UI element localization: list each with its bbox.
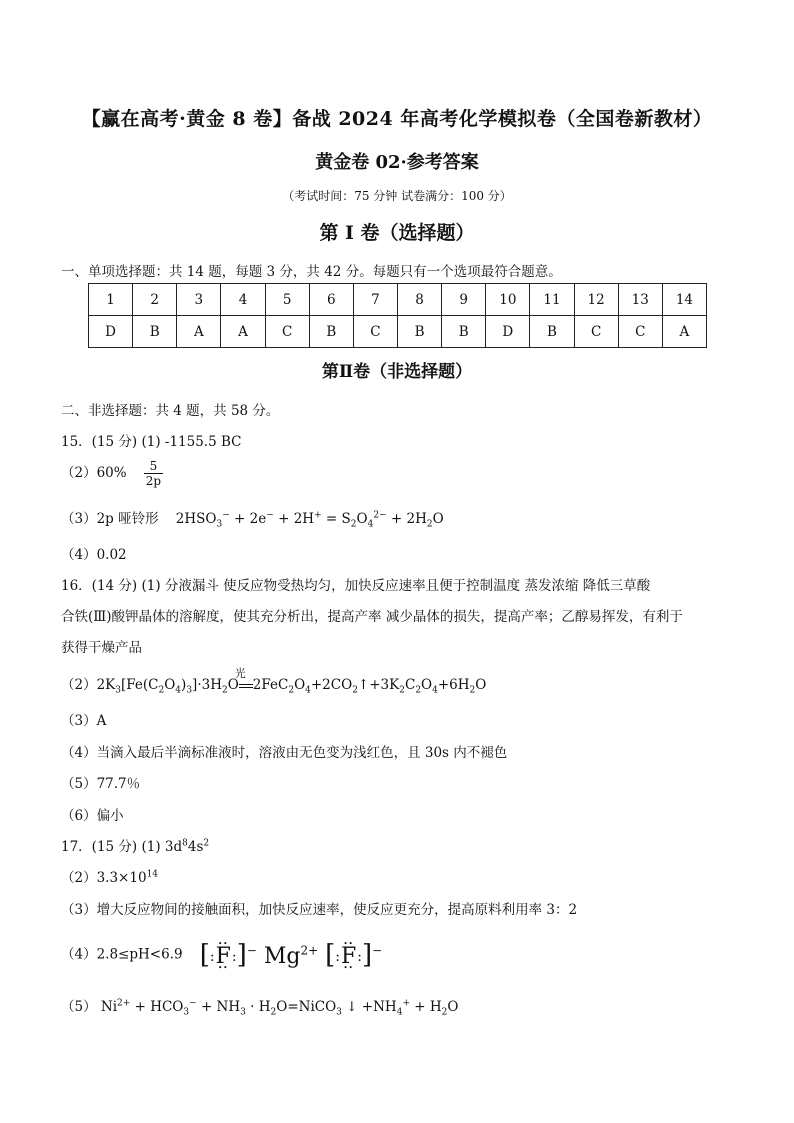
- q16-part4: （4）当滴入最后半滴标准液时，溶液由无色变为浅红色，且 30s 内不褪色: [61, 745, 508, 761]
- q15-part4: （4）0.02: [61, 547, 127, 563]
- part1-instruction: 一、单项选择题：共 14 题，每题 3 分，共 42 分。每题只有一个选项最符合题意。: [61, 264, 562, 280]
- answer-cell: B: [133, 316, 177, 348]
- q15-part3-label: （3）2p 哑铃形: [61, 511, 159, 527]
- q15-head: 15．(15 分) (1) -1155.5 BC: [61, 434, 242, 450]
- fraction-denominator: 2p: [145, 474, 162, 488]
- q16-part2-equation: $(2)2K_3[Fe(C_2O_4)_3]\cdot 3H_2O$ 光 $2FeC_2O_4+2CO_2↑+3K_2C_2O_4+6H_2O$: [61, 667, 487, 696]
- question-number-cell: 2: [133, 284, 177, 316]
- q16-part5: （5）77.7％: [61, 776, 141, 792]
- part2-instruction: 二、非选择题：共 4 题，共 58 分。: [61, 403, 280, 419]
- q15-part3: [61, 507, 444, 530]
- document-subtitle: 黄金卷 02·参考答案: [315, 152, 479, 173]
- q15-part2-label: （2）60%: [61, 465, 127, 481]
- question-number-cell: 7: [353, 284, 397, 316]
- q17-part3: （3）增大反应物间的接触面积，加快反应速率，使反应更充分，提高原料利用率 3：2: [61, 902, 578, 918]
- question-number-cell: 5: [265, 284, 309, 316]
- question-number-cell: 4: [221, 284, 265, 316]
- answer-cell: C: [574, 316, 618, 348]
- question-number-cell: 8: [397, 284, 441, 316]
- q16-part3: （3）A: [61, 713, 107, 729]
- question-number-cell: 10: [486, 284, 530, 316]
- question-number-cell: 3: [177, 284, 221, 316]
- q17-part2: $(2)3.3\times 10^{14}$: [61, 869, 159, 886]
- fraction-numerator: 5: [144, 459, 163, 474]
- answer-cell: A: [177, 316, 221, 348]
- part1-heading: 第 I 卷（选择题）: [319, 222, 475, 244]
- answer-cell: A: [662, 316, 706, 348]
- q16-line1: 16．(14 分) (1) 分液漏斗 使反应物受热均匀，加快反应速率且便于控制温度 蒸发浓缩 降低三草酸: [61, 578, 651, 594]
- q15-fraction: [144, 459, 163, 488]
- q16-part6: （6）偏小: [61, 808, 124, 824]
- question-number-row: [89, 284, 707, 316]
- q16-line3: 获得干燥产品: [61, 640, 142, 656]
- q15-equation: $2HSO_3^- + 2e^- + 2H^+ = S_2O_4^{2-} + 2H_2O$: [175, 510, 444, 530]
- question-number-cell: 9: [442, 284, 486, 316]
- answer-cell: A: [221, 316, 265, 348]
- mgf2-lewis-structure: [:•• F ••:]− $Mg^{2+}$ [:•• F ••:]−: [200, 940, 382, 970]
- question-number-cell: 12: [574, 284, 618, 316]
- document-title: 【赢在高考·黄金 8 卷】备战 2024 年高考化学模拟卷（全国卷新教材）: [81, 108, 713, 130]
- answer-cell: C: [618, 316, 662, 348]
- question-number-cell: 1: [89, 284, 133, 316]
- answer-cell: B: [530, 316, 574, 348]
- question-number-cell: 6: [309, 284, 353, 316]
- answer-cell: B: [309, 316, 353, 348]
- q15-part2: [61, 459, 163, 488]
- q17-part4-label: （4）2.8≤pH<6.9: [61, 946, 183, 963]
- answer-table: [88, 283, 707, 348]
- answer-row: [89, 316, 707, 348]
- answer-cell: D: [486, 316, 530, 348]
- q17-head: 17．(15 分) (1) $3d^84s^2$: [61, 838, 210, 855]
- question-number-cell: 14: [662, 284, 706, 316]
- answer-cell: D: [89, 316, 133, 348]
- light-condition-arrow: 光: [239, 677, 253, 693]
- answer-cell: B: [442, 316, 486, 348]
- answer-cell: C: [265, 316, 309, 348]
- question-number-cell: 13: [618, 284, 662, 316]
- exam-info: （考试时间：75 分钟 试卷满分：100 分）: [282, 189, 512, 203]
- q16-line2: 合铁(Ⅲ)酸钾晶体的溶解度，使其充分析出，提高产率 减少晶体的损失，提高产率；乙醇易挥发，有利于: [61, 609, 683, 625]
- answer-cell: C: [353, 316, 397, 348]
- q17-part4: [61, 940, 382, 970]
- q17-part5-equation: （5） $Ni^{2+} + HCO_3^- + NH_3$ · $H_2O=NiCO_3$ ↓ $+NH_4^+ + H_2O$: [61, 998, 459, 1018]
- question-number-cell: 11: [530, 284, 574, 316]
- part2-heading: 第Ⅱ卷（非选择题）: [321, 362, 473, 382]
- answer-cell: B: [397, 316, 441, 348]
